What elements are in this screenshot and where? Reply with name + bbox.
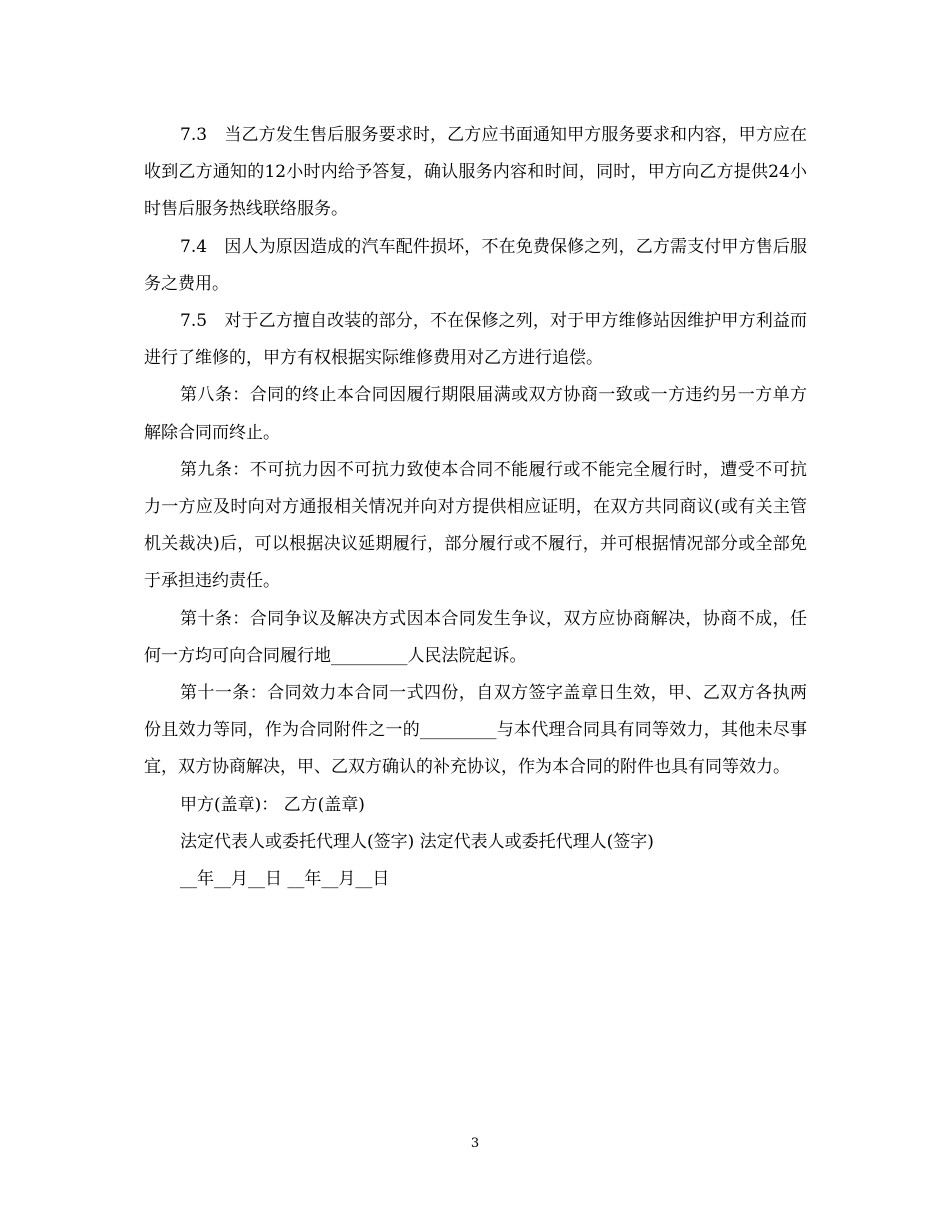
clause-8-termination: 第八条：合同的终止本合同因履行期限届满或双方协商一致或一方违约另一方单方解除合同而终止。 xyxy=(144,385,807,443)
clause-7-4: 7.4 因人为原因造成的汽车配件损坏，不在免费保修之列，乙方需支付甲方售后服务之费用。 xyxy=(144,236,807,294)
clause-7-5: 7.5 对于乙方擅自改装的部分，不在保修之列，对于甲方维修站因维护甲方利益而进行了维修的，甲方有权根据实际维修费用对乙方进行追偿。 xyxy=(144,311,807,369)
clause-10-dispute: 第十条：合同争议及解决方式因本合同发生争议，双方应协商解决，协商不成，任何一方均可向合同履行地_________人民法院起诉。 xyxy=(144,608,807,666)
signature-parties: 甲方(盖章)： 乙方(盖章) xyxy=(180,794,365,815)
signature-dates: __年__月__日 __年__月__日 xyxy=(180,869,390,890)
document-body xyxy=(144,117,807,898)
page-number: 3 xyxy=(470,1136,480,1151)
clause-11-validity: 第十一条：合同效力本合同一式四份，自双方签字盖章日生效，甲、乙双方各执两份且效力等同，作为合同附件之一的_________与本代理合同具有同等效力，其他未尽事宜，双方协商解决，甲、乙双方确认的补充协议，作为本合同的附件也具有同等效力。 xyxy=(144,683,807,778)
clause-9-force-majeure: 第九条：不可抗力因不可抗力致使本合同不能履行或不能完全履行时，遭受不可抗力一方应及时向对方通报相关情况并向对方提供相应证明，在双方共同商议(或有关主管机关裁决)后，可以根据决议延期履行，部分履行或不履行，并可根据情况部分或全部免于承担违约责任。 xyxy=(144,459,807,592)
signature-representatives: 法定代表人或委托代理人(签字) 法定代表人或委托代理人(签字) xyxy=(180,831,654,852)
clause-7-3: 7.3 当乙方发生售后服务要求时，乙方应书面通知甲方服务要求和内容，甲方应在收到乙方通知的12小时内给予答复，确认服务内容和时间，同时，甲方向乙方提供24小时售后服务热线联络服务。 xyxy=(144,125,807,220)
